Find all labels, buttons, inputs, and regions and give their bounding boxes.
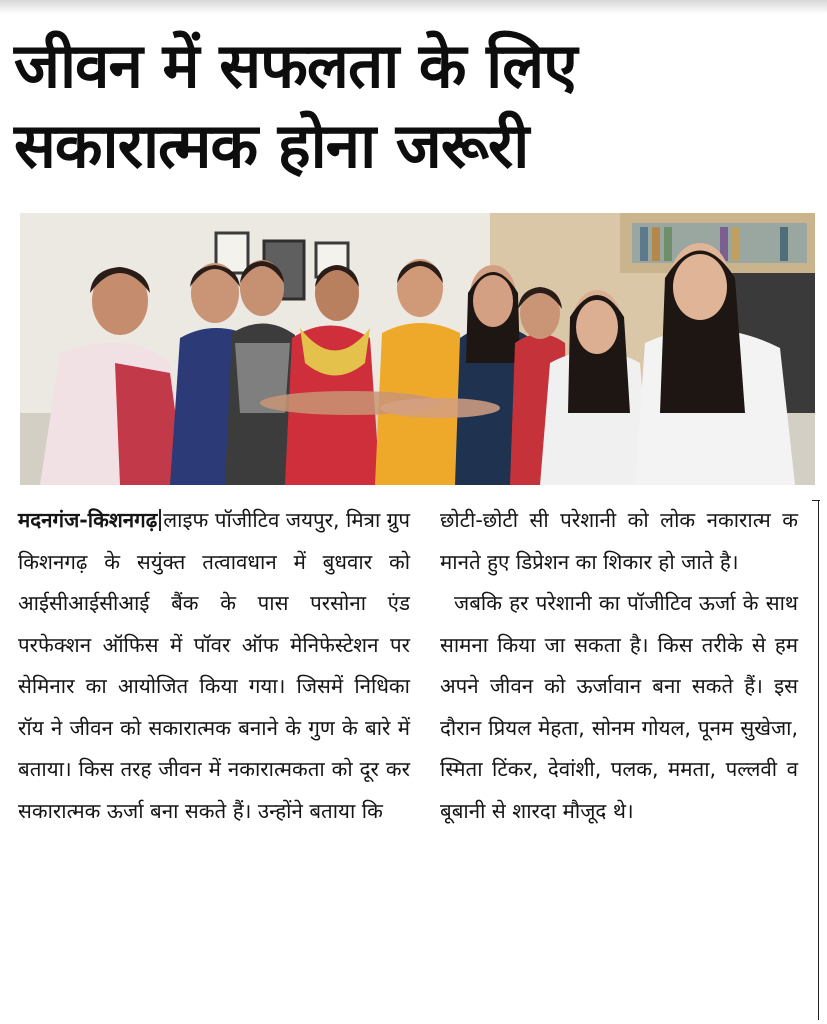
column-rule xyxy=(818,500,819,1020)
headline-line-1: जीवन में सफलता के लिए xyxy=(14,29,577,102)
dateline: मदनगंज-किशनगढ़ xyxy=(18,508,158,532)
headline-line-2: सकारात्मक होना जरूरी xyxy=(14,109,529,182)
group-photo xyxy=(20,213,815,485)
article-paragraph-2: जबकि हर परेशानी का पॉजीटिव ऊर्जा के साथ सामना किया जा सकता है। किस तरीके से हम अपने जीवन को ऊर्जावान बना सकते हैं। इस दौरान प्रियल मेहता, सोनम गोयल, पूनम सुखेजा, स्मिता टिंकर, देवांशी, पलक, ममता, पल्लवी व बूबानी से शारदा मौजूद थे। xyxy=(440,591,798,823)
article-paragraph-1: छोटी-छोटी सी परेशानी को लोक नकारात्म क मानते हुए डिप्रेशन का शिकार हो जाते है। xyxy=(440,508,798,574)
article-column-left xyxy=(18,500,410,1000)
headline xyxy=(14,26,814,186)
dateline-separator xyxy=(159,509,161,531)
clipped-previous-text xyxy=(0,0,827,14)
article-text-left: लाइफ पॉजीटिव जयपुर, मित्रा ग्रुप किशनगढ़ के सयुंक्त तत्वावधान में बुधवार को आईसीआईसीआई बैंक के पास परसोना एंड परफेक्शन ऑफिस में पॉवर ऑफ मेनिफेस्टेशन पर सेमिनार का आयोजित किया गया। जिसमें निधिका रॉय ने जीवन को सकारात्मक बनाने के गुण के बारे में बताया। किस तरह जीवन में नकारात्मकता को दूर कर सकारात्मक ऊर्जा बना सकते हैं। उन्होंने बताया कि xyxy=(18,508,410,823)
article-column-right xyxy=(440,500,798,1000)
